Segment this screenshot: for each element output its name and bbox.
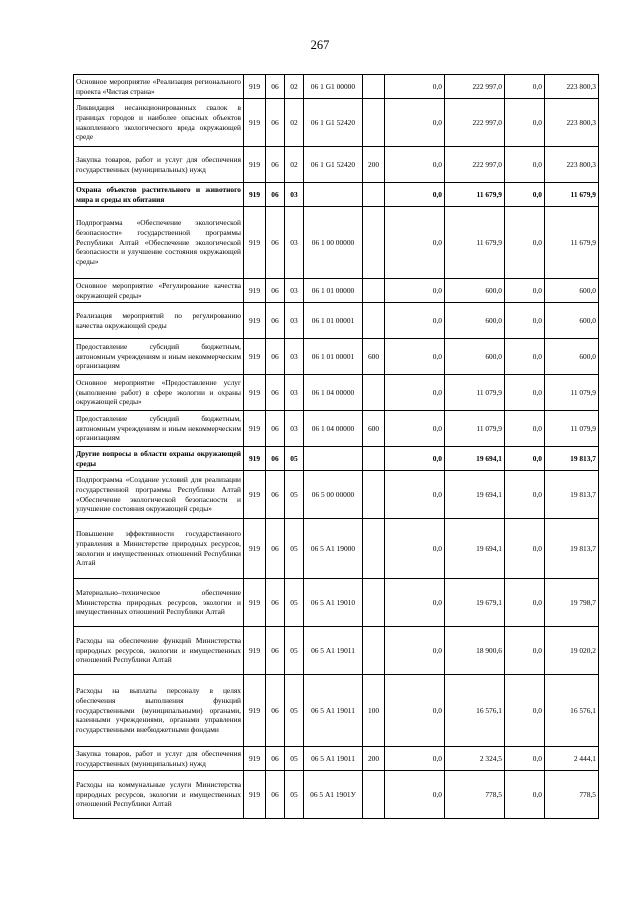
row-expense-type bbox=[363, 771, 385, 819]
row-amount-2: 222 997,0 bbox=[445, 99, 505, 147]
row-amount-2: 11 679,9 bbox=[445, 207, 505, 279]
row-expense-type: 600 bbox=[363, 411, 385, 447]
row-name: Материально–техническое обеспечение Министерства природных ресурсов, экологии и имущественных отношений Республики Алтай bbox=[74, 579, 244, 627]
row-amount-2: 18 900,6 bbox=[445, 627, 505, 675]
row-expense-type bbox=[363, 183, 385, 207]
row-amount-3: 0,0 bbox=[505, 147, 545, 183]
row-section-code: 06 bbox=[266, 279, 285, 303]
row-name: Основное мероприятие «Реализация регионального проекта «Чистая страна» bbox=[74, 75, 244, 99]
row-name: Ликвидация несанкционированных свалок в границах городов и наиболее опасных объектов накопленного экологического вреда окружающей среде bbox=[74, 99, 244, 147]
row-amount-3: 0,0 bbox=[505, 471, 545, 519]
row-amount-2: 600,0 bbox=[445, 339, 505, 375]
row-section-code: 06 bbox=[266, 303, 285, 339]
row-amount-4: 19 798,7 bbox=[545, 579, 599, 627]
row-subsection-code: 05 bbox=[285, 447, 304, 471]
row-subsection-code: 02 bbox=[285, 147, 304, 183]
row-amount-4: 19 813,7 bbox=[545, 519, 599, 579]
row-amount-4: 600,0 bbox=[545, 279, 599, 303]
row-ved-code: 919 bbox=[244, 519, 266, 579]
row-name: Расходы на выплаты персоналу в целях обеспечения выполнения функций государственными (муниципальными) органами, казенными учреждениями, органами управления государственными внебюджетными фондами bbox=[74, 675, 244, 747]
row-section-code: 06 bbox=[266, 675, 285, 747]
row-ved-code: 919 bbox=[244, 747, 266, 771]
table-row-section bbox=[74, 447, 599, 471]
row-subsection-code: 05 bbox=[285, 627, 304, 675]
row-amount-3: 0,0 bbox=[505, 207, 545, 279]
row-subsection-code: 03 bbox=[285, 411, 304, 447]
row-amount-2: 19 694,1 bbox=[445, 471, 505, 519]
row-expense-type: 200 bbox=[363, 147, 385, 183]
row-name: Основное мероприятие «Предоставление услуг (выполнение работ) в сфере экологии и охраны окружающей среды» bbox=[74, 375, 244, 411]
table-row bbox=[74, 627, 599, 675]
row-amount-2: 19 694,1 bbox=[445, 519, 505, 579]
row-amount-1: 0,0 bbox=[385, 279, 445, 303]
row-amount-4: 19 813,7 bbox=[545, 447, 599, 471]
row-amount-3: 0,0 bbox=[505, 411, 545, 447]
row-target-article: 06 5 А1 1901У bbox=[304, 771, 363, 819]
row-target-article: 06 1 G1 00000 bbox=[304, 75, 363, 99]
row-amount-1: 0,0 bbox=[385, 183, 445, 207]
row-amount-2: 222 997,0 bbox=[445, 75, 505, 99]
row-target-article: 06 1 04 00000 bbox=[304, 411, 363, 447]
row-name: Расходы на коммунальные услуги Министерства природных ресурсов, экологии и имущественных отношений Республики Алтай bbox=[74, 771, 244, 819]
row-target-article: 06 1 01 00000 bbox=[304, 279, 363, 303]
row-name: Повышение эффективности государственного управления в Министерстве природных ресурсов, экологии и имущественных отношений Республики Алтай bbox=[74, 519, 244, 579]
row-subsection-code: 05 bbox=[285, 471, 304, 519]
row-section-code: 06 bbox=[266, 147, 285, 183]
table-row bbox=[74, 147, 599, 183]
row-amount-1: 0,0 bbox=[385, 471, 445, 519]
row-subsection-code: 03 bbox=[285, 375, 304, 411]
row-ved-code: 919 bbox=[244, 447, 266, 471]
row-expense-type bbox=[363, 471, 385, 519]
row-amount-2: 11 679,9 bbox=[445, 183, 505, 207]
row-amount-4: 19 020,2 bbox=[545, 627, 599, 675]
row-ved-code: 919 bbox=[244, 471, 266, 519]
row-amount-1: 0,0 bbox=[385, 303, 445, 339]
row-expense-type bbox=[363, 303, 385, 339]
row-section-code: 06 bbox=[266, 207, 285, 279]
row-subsection-code: 03 bbox=[285, 207, 304, 279]
row-section-code: 06 bbox=[266, 579, 285, 627]
row-amount-1: 0,0 bbox=[385, 675, 445, 747]
row-section-code: 06 bbox=[266, 99, 285, 147]
row-expense-type: 100 bbox=[363, 675, 385, 747]
row-target-article: 06 5 00 00000 bbox=[304, 471, 363, 519]
row-name: Закупка товаров, работ и услуг для обеспечения государственных (муниципальных) нужд bbox=[74, 747, 244, 771]
row-amount-1: 0,0 bbox=[385, 771, 445, 819]
row-expense-type bbox=[363, 375, 385, 411]
table-row bbox=[74, 411, 599, 447]
row-ved-code: 919 bbox=[244, 75, 266, 99]
row-amount-1: 0,0 bbox=[385, 147, 445, 183]
row-amount-2: 778,5 bbox=[445, 771, 505, 819]
budget-table bbox=[73, 74, 599, 819]
row-section-code: 06 bbox=[266, 519, 285, 579]
row-amount-1: 0,0 bbox=[385, 747, 445, 771]
row-amount-4: 19 813,7 bbox=[545, 471, 599, 519]
row-ved-code: 919 bbox=[244, 303, 266, 339]
row-name: Расходы на обеспечение функций Министерства природных ресурсов, экологии и имущественных отношений Республики Алтай bbox=[74, 627, 244, 675]
row-amount-1: 0,0 bbox=[385, 519, 445, 579]
row-amount-1: 0,0 bbox=[385, 627, 445, 675]
table-row bbox=[74, 747, 599, 771]
table-row bbox=[74, 207, 599, 279]
row-name: Другие вопросы в области охраны окружающей среды bbox=[74, 447, 244, 471]
table-row bbox=[74, 471, 599, 519]
row-amount-4: 11 679,9 bbox=[545, 183, 599, 207]
row-amount-1: 0,0 bbox=[385, 411, 445, 447]
row-subsection-code: 05 bbox=[285, 519, 304, 579]
row-amount-2: 19 679,1 bbox=[445, 579, 505, 627]
table-row bbox=[74, 279, 599, 303]
row-target-article: 06 5 А1 19011 bbox=[304, 675, 363, 747]
row-expense-type: 200 bbox=[363, 747, 385, 771]
row-amount-1: 0,0 bbox=[385, 579, 445, 627]
row-amount-4: 600,0 bbox=[545, 303, 599, 339]
table-row bbox=[74, 771, 599, 819]
row-subsection-code: 03 bbox=[285, 183, 304, 207]
row-ved-code: 919 bbox=[244, 675, 266, 747]
table-row bbox=[74, 339, 599, 375]
row-amount-1: 0,0 bbox=[385, 375, 445, 411]
row-ved-code: 919 bbox=[244, 147, 266, 183]
row-target-article: 06 5 А1 19010 bbox=[304, 579, 363, 627]
row-expense-type bbox=[363, 519, 385, 579]
table-row-section bbox=[74, 183, 599, 207]
row-amount-2: 11 079,9 bbox=[445, 375, 505, 411]
table-row bbox=[74, 675, 599, 747]
row-name: Предоставление субсидий бюджетным, автономным учреждениям и иным некоммерческим организациям bbox=[74, 411, 244, 447]
row-name: Основное мероприятие «Регулирование качества окружающей среды» bbox=[74, 279, 244, 303]
row-amount-3: 0,0 bbox=[505, 279, 545, 303]
row-section-code: 06 bbox=[266, 771, 285, 819]
row-subsection-code: 05 bbox=[285, 747, 304, 771]
row-target-article: 06 1 00 00000 bbox=[304, 207, 363, 279]
table-row bbox=[74, 579, 599, 627]
row-expense-type: 600 bbox=[363, 339, 385, 375]
row-amount-1: 0,0 bbox=[385, 447, 445, 471]
row-amount-4: 16 576,1 bbox=[545, 675, 599, 747]
row-expense-type bbox=[363, 207, 385, 279]
row-expense-type bbox=[363, 99, 385, 147]
row-amount-2: 600,0 bbox=[445, 279, 505, 303]
row-amount-2: 2 324,5 bbox=[445, 747, 505, 771]
row-target-article: 06 5 А1 19011 bbox=[304, 747, 363, 771]
row-amount-1: 0,0 bbox=[385, 99, 445, 147]
row-amount-4: 2 444,1 bbox=[545, 747, 599, 771]
row-subsection-code: 05 bbox=[285, 579, 304, 627]
row-expense-type bbox=[363, 75, 385, 99]
table-row bbox=[74, 75, 599, 99]
row-expense-type bbox=[363, 627, 385, 675]
row-amount-2: 600,0 bbox=[445, 303, 505, 339]
row-amount-4: 600,0 bbox=[545, 339, 599, 375]
row-target-article: 06 5 А1 19000 bbox=[304, 519, 363, 579]
row-section-code: 06 bbox=[266, 339, 285, 375]
row-amount-3: 0,0 bbox=[505, 675, 545, 747]
row-section-code: 06 bbox=[266, 471, 285, 519]
row-amount-1: 0,0 bbox=[385, 339, 445, 375]
row-amount-3: 0,0 bbox=[505, 375, 545, 411]
row-name: Реализация мероприятий по регулированию качества окружающей среды bbox=[74, 303, 244, 339]
row-amount-3: 0,0 bbox=[505, 771, 545, 819]
row-amount-3: 0,0 bbox=[505, 747, 545, 771]
row-ved-code: 919 bbox=[244, 183, 266, 207]
row-amount-4: 11 079,9 bbox=[545, 375, 599, 411]
table-row bbox=[74, 99, 599, 147]
page-number: 267 bbox=[310, 38, 330, 52]
row-target-article bbox=[304, 447, 363, 471]
row-subsection-code: 03 bbox=[285, 303, 304, 339]
row-ved-code: 919 bbox=[244, 279, 266, 303]
row-expense-type bbox=[363, 447, 385, 471]
budget-table-body bbox=[74, 75, 599, 819]
row-amount-3: 0,0 bbox=[505, 519, 545, 579]
table-row bbox=[74, 303, 599, 339]
row-amount-3: 0,0 bbox=[505, 627, 545, 675]
row-subsection-code: 03 bbox=[285, 339, 304, 375]
row-target-article: 06 1 01 00001 bbox=[304, 339, 363, 375]
row-ved-code: 919 bbox=[244, 627, 266, 675]
row-amount-3: 0,0 bbox=[505, 99, 545, 147]
row-ved-code: 919 bbox=[244, 375, 266, 411]
row-name: Подпрограмма «Обеспечение экологической безопасности» государственной программы Республики Алтай «Обеспечение экологической безопасности и улучшение состояния окружающей среды» bbox=[74, 207, 244, 279]
row-ved-code: 919 bbox=[244, 771, 266, 819]
row-target-article: 06 1 G1 52420 bbox=[304, 99, 363, 147]
row-expense-type bbox=[363, 579, 385, 627]
row-amount-2: 222 997,0 bbox=[445, 147, 505, 183]
row-subsection-code: 03 bbox=[285, 279, 304, 303]
row-target-article bbox=[304, 183, 363, 207]
row-amount-4: 223 800,3 bbox=[545, 147, 599, 183]
row-section-code: 06 bbox=[266, 375, 285, 411]
row-target-article: 06 1 G1 52420 bbox=[304, 147, 363, 183]
row-amount-2: 16 576,1 bbox=[445, 675, 505, 747]
row-ved-code: 919 bbox=[244, 99, 266, 147]
row-name: Закупка товаров, работ и услуг для обеспечения государственных (муниципальных) нужд bbox=[74, 147, 244, 183]
row-target-article: 06 5 А1 19011 bbox=[304, 627, 363, 675]
table-row bbox=[74, 375, 599, 411]
row-ved-code: 919 bbox=[244, 411, 266, 447]
row-ved-code: 919 bbox=[244, 207, 266, 279]
row-expense-type bbox=[363, 279, 385, 303]
row-section-code: 06 bbox=[266, 411, 285, 447]
row-amount-3: 0,0 bbox=[505, 183, 545, 207]
row-amount-4: 778,5 bbox=[545, 771, 599, 819]
row-section-code: 06 bbox=[266, 75, 285, 99]
row-target-article: 06 1 01 00001 bbox=[304, 303, 363, 339]
table-row bbox=[74, 519, 599, 579]
row-subsection-code: 02 bbox=[285, 99, 304, 147]
row-target-article: 06 1 04 00000 bbox=[304, 375, 363, 411]
row-subsection-code: 05 bbox=[285, 771, 304, 819]
row-amount-1: 0,0 bbox=[385, 75, 445, 99]
row-subsection-code: 05 bbox=[285, 675, 304, 747]
row-section-code: 06 bbox=[266, 183, 285, 207]
row-amount-3: 0,0 bbox=[505, 579, 545, 627]
row-amount-4: 223 800,3 bbox=[545, 99, 599, 147]
row-amount-3: 0,0 bbox=[505, 75, 545, 99]
row-amount-4: 11 079,9 bbox=[545, 411, 599, 447]
row-amount-3: 0,0 bbox=[505, 447, 545, 471]
row-ved-code: 919 bbox=[244, 579, 266, 627]
row-subsection-code: 02 bbox=[285, 75, 304, 99]
row-ved-code: 919 bbox=[244, 339, 266, 375]
row-name: Подпрограмма «Создание условий для реализации государственной программы Республики Алтай «Обеспечение экологической безопасности и улучшение состояния окружающей среды» bbox=[74, 471, 244, 519]
row-section-code: 06 bbox=[266, 447, 285, 471]
row-amount-3: 0,0 bbox=[505, 339, 545, 375]
row-amount-2: 11 079,9 bbox=[445, 411, 505, 447]
row-amount-4: 223 800,3 bbox=[545, 75, 599, 99]
row-section-code: 06 bbox=[266, 627, 285, 675]
row-name: Предоставление субсидий бюджетным, автономным учреждениям и иным некоммерческим организациям bbox=[74, 339, 244, 375]
row-amount-3: 0,0 bbox=[505, 303, 545, 339]
row-amount-1: 0,0 bbox=[385, 207, 445, 279]
row-amount-2: 19 694,1 bbox=[445, 447, 505, 471]
row-amount-4: 11 679,9 bbox=[545, 207, 599, 279]
row-name: Охрана объектов растительного и животного мира и среды их обитания bbox=[74, 183, 244, 207]
row-section-code: 06 bbox=[266, 747, 285, 771]
